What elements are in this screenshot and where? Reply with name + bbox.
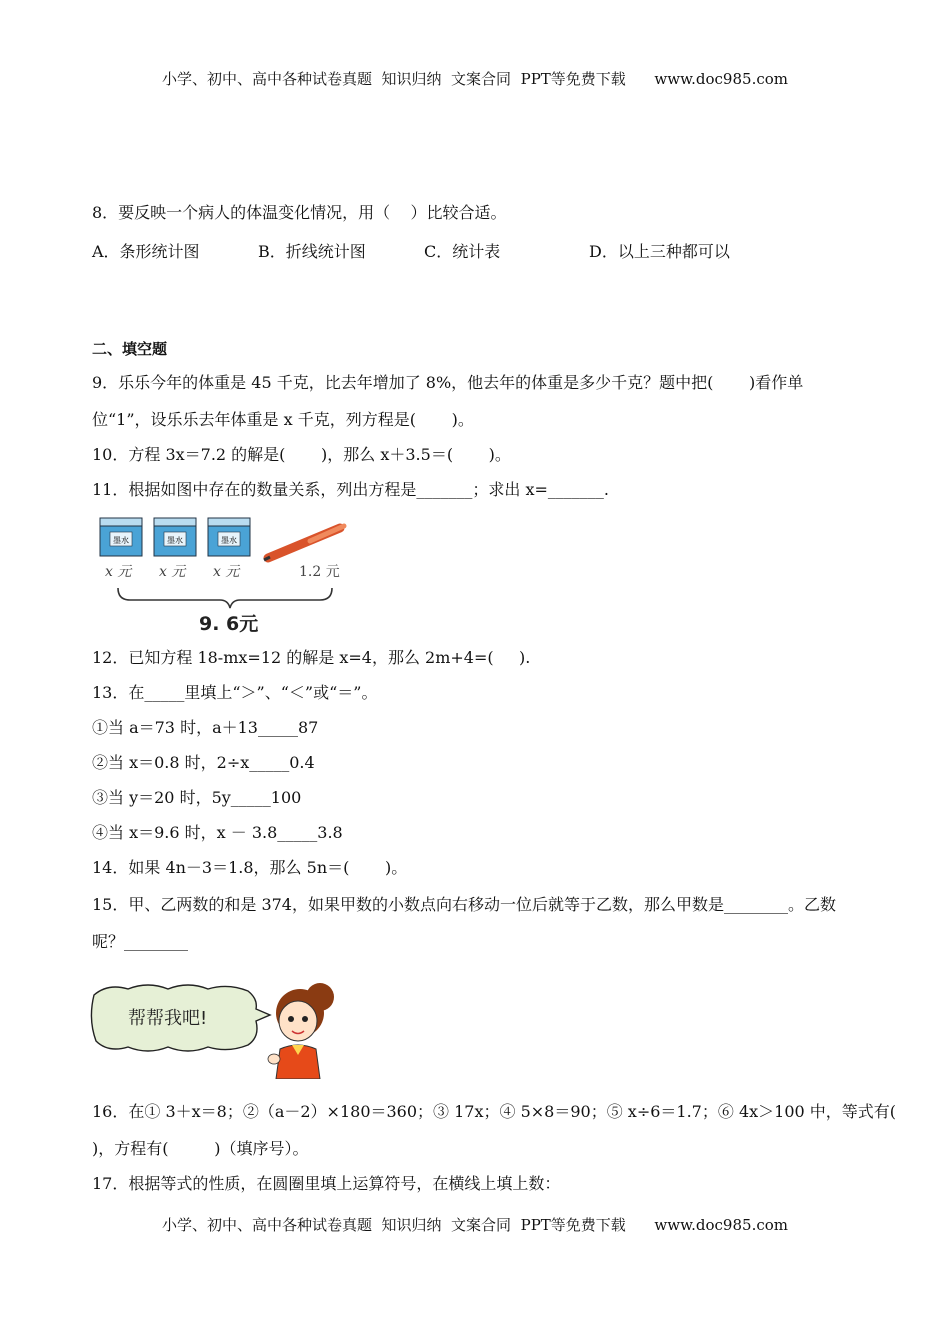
ink-box-2-text: 墨水 [167, 536, 183, 545]
ink-box-1 [100, 518, 142, 556]
question-16-line-2: )，方程有( )（填序号）。 [92, 1139, 309, 1158]
question-13-item-1: ①当 a＝73 时，a＋13_____87 [92, 718, 319, 737]
question-9-line-1: 9．乐乐今年的体重是 45 千克，比去年增加了 8%，他去年的体重是多少千克？题中把( )看作单 [92, 373, 804, 392]
question-11: 11．根据如图中存在的数量关系，列出方程是_______；求出 x=_______. [92, 480, 609, 499]
question-17: 17．根据等式的性质，在圆圈里填上运算符号，在横线上填上数： [92, 1174, 561, 1193]
question-12: 12．已知方程 18-mx=12 的解是 x=4，那么 2m+4=( ). [92, 648, 531, 667]
ink-box-3 [208, 518, 250, 556]
question-13-item-4: ④当 x＝9.6 时，x － 3.8_____3.8 [92, 823, 343, 842]
question-8-option-c: C．统计表 [424, 242, 501, 261]
item-label-3: x 元 [213, 564, 240, 580]
ink-box-2 [154, 518, 196, 556]
question-14: 14．如果 4n－3＝1.8，那么 5n＝( )。 [92, 858, 408, 877]
question-13-stem: 13．在_____里填上“＞”、“＜”或“＝”。 [92, 683, 378, 702]
question-9-line-2: 位“1”，设乐乐去年体重是 x 千克，列方程是( )。 [92, 410, 474, 429]
question-15-line-2: 呢？________ [92, 932, 189, 951]
question-11-figure [92, 514, 360, 636]
question-8-option-d: D．以上三种都可以 [589, 242, 730, 261]
question-15-line-1: 15．甲、乙两数的和是 374，如果甲数的小数点向右移动一位后就等于乙数，那么甲数是________。乙数 [92, 895, 836, 914]
page-header: 小学、初中、高中各种试卷真题 知识归纳 文案合同 PPT等免费下载 www.doc985.com [161, 70, 788, 88]
question-16-line-1: 16．在① 3＋x＝8；②（a－2）×180＝360；③ 17x；④ 5×8＝90；⑤ x÷6＝1.7；⑥ 4x＞100 中，等式有( [92, 1102, 897, 1121]
question-13-item-2: ②当 x＝0.8 时，2÷x_____0.4 [92, 753, 315, 772]
item-label-1: x 元 [105, 564, 132, 580]
girl-character-icon [268, 983, 334, 1079]
pen-price-label: 1.2 元 [299, 564, 340, 580]
question-10: 10．方程 3x＝7.2 的解是( )，那么 x＋3.5＝( )。 [92, 445, 511, 464]
ink-box-1-text: 墨水 [113, 536, 129, 545]
question-8-stem: 8．要反映一个病人的体温变化情况，用（ ）比较合适。 [92, 203, 507, 222]
question-13-item-3: ③当 y＝20 时，5y_____100 [92, 788, 302, 807]
question-8-option-b: B．折线统计图 [258, 242, 366, 261]
page-footer: 小学、初中、高中各种试卷真题 知识归纳 文案合同 PPT等免费下载 www.doc985.com [161, 1216, 788, 1234]
ink-box-3-text: 墨水 [221, 536, 237, 545]
total-price-label: 9. 6元 [199, 613, 259, 635]
question-8-option-a: A．条形统计图 [92, 242, 200, 261]
speech-bubble-text: 帮帮我吧! [128, 1008, 208, 1029]
section-2-title: 二、填空题 [92, 340, 168, 358]
total-brace [118, 588, 332, 608]
item-label-2: x 元 [159, 564, 186, 580]
speech-bubble-figure [88, 975, 340, 1079]
pen-icon [264, 526, 344, 560]
